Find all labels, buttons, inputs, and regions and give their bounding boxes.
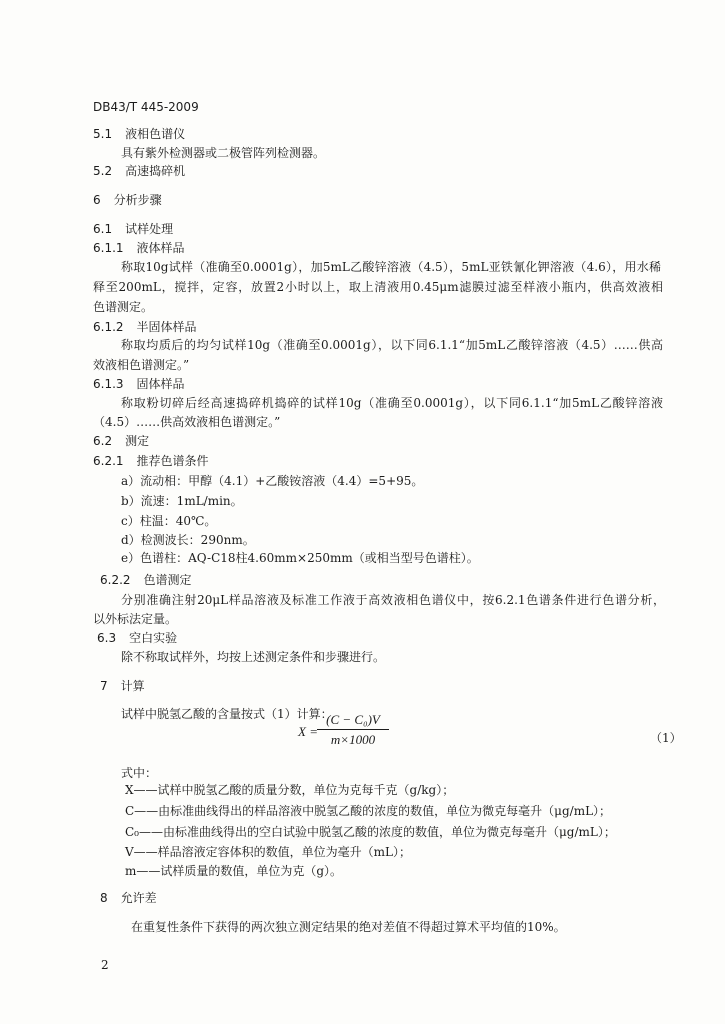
text-line: 以外标法定量。 xyxy=(93,612,178,626)
section-number: 6.1.1 xyxy=(93,241,124,255)
section-heading xyxy=(93,127,185,141)
formula-numerator: (C − C₀)V xyxy=(326,712,380,727)
text-line: 分别准确注射20μL样品溶液及标准工作液于高效液相色谱仪中，按6.2.1色谱条件进行色谱分析， xyxy=(121,593,665,607)
section-number: 6.3 xyxy=(97,631,117,645)
text-line: 式中： xyxy=(121,766,158,780)
text-line: b）流速：1mL/min。 xyxy=(121,494,243,508)
section-title: 计算 xyxy=(120,679,145,693)
section-heading xyxy=(100,573,192,587)
section-title: 试样处理 xyxy=(125,222,174,236)
section-title: 液相色谱仪 xyxy=(125,127,186,141)
text-line: 释至200mL，搅拌，定容，放置2小时以上，取上清液用0.45μm滤膜过滤至样液小瓶内，供高效液相 xyxy=(93,280,663,294)
text-line: （4.5）……供高效液相色谱测定。” xyxy=(93,415,281,429)
section-number: 5.1 xyxy=(93,127,113,141)
section-heading xyxy=(100,679,145,693)
equation-number: （1） xyxy=(650,731,682,745)
section-title: 高速捣碎机 xyxy=(125,164,186,178)
section-heading xyxy=(93,377,185,391)
section-title: 允许差 xyxy=(120,891,157,905)
section-number: 6.2 xyxy=(93,434,113,448)
section-heading xyxy=(97,631,177,645)
section-title: 固体样品 xyxy=(136,377,185,391)
section-number: 6.1.3 xyxy=(93,377,124,391)
section-number: 7 xyxy=(100,679,108,693)
text-line: m——试样质量的数值，单位为克（g）。 xyxy=(125,864,343,878)
section-heading xyxy=(93,164,185,178)
section-heading xyxy=(93,454,209,468)
section-heading xyxy=(100,891,157,905)
text-line: d）检测波长：290nm。 xyxy=(121,533,255,547)
section-title: 半固体样品 xyxy=(136,320,197,334)
section-title: 空白实验 xyxy=(129,631,178,645)
section-heading xyxy=(93,241,185,255)
section-heading xyxy=(93,193,162,207)
text-line: 称取10g试样（准确至0.0001g），加5mL乙酸锌溶液（4.5），5mL亚铁氰化钾溶液（4.6），用水稀 xyxy=(121,260,661,274)
formula-lhs: X = xyxy=(298,724,318,739)
text-line: V——样品溶液定容体积的数值，单位为毫升（mL）； xyxy=(125,845,412,859)
text-line: 试样中脱氢乙酸的含量按式（1）计算： xyxy=(121,707,333,721)
section-heading xyxy=(93,320,197,334)
section-title: 推荐色谱条件 xyxy=(136,454,209,468)
section-number: 6.1 xyxy=(93,222,113,236)
section-title: 测定 xyxy=(125,434,150,448)
section-heading xyxy=(93,222,173,236)
text-line: 色谱测定。 xyxy=(93,300,154,314)
text-line: a）流动相：甲醇（4.1）+乙酸铵溶液（4.4）=5+95。 xyxy=(121,474,424,488)
fraction-bar xyxy=(317,729,389,730)
text-line: c）柱温：40℃。 xyxy=(121,514,217,528)
section-title: 分析步骤 xyxy=(113,193,162,207)
section-heading xyxy=(93,434,149,448)
section-number: 8 xyxy=(100,891,108,905)
text-line: 具有紫外检测器或二极管阵列检测器。 xyxy=(121,146,326,160)
section-number: 6.2.2 xyxy=(100,573,131,587)
text-line: e）色谱柱：AQ-C18柱4.60mm×250mm（或相当型号色谱柱）。 xyxy=(121,551,479,565)
page-number: 2 xyxy=(101,958,109,972)
text-line: C₀——由标准曲线得出的空白试验中脱氢乙酸的浓度的数值，单位为微克每毫升（μg/mL）； xyxy=(125,825,616,839)
text-line: 除不称取试样外，均按上述测定条件和步骤进行。 xyxy=(121,650,386,664)
text-line: C——由标准曲线得出的样品溶液中脱氢乙酸的浓度的数值，单位为微克每毫升（μg/mL）； xyxy=(125,804,612,818)
text-line: X——试样中脱氢乙酸的质量分数，单位为克每千克（g/kg）； xyxy=(125,783,455,797)
doc-code-header: DB43/T 445-2009 xyxy=(93,100,199,114)
section-title: 液体样品 xyxy=(136,241,185,255)
text-line: 称取粉切碎后经高速捣碎机捣碎的试样10g（准确至0.0001g），以下同6.1.1“加5mL乙酸锌溶液 xyxy=(121,396,663,410)
formula-denominator: m×1000 xyxy=(330,732,376,747)
section-number: 5.2 xyxy=(93,164,113,178)
section-number: 6.2.1 xyxy=(93,454,124,468)
text-line: 在重复性条件下获得的两次独立测定结果的绝对差值不得超过算术平均值的10%。 xyxy=(131,920,566,934)
text-line: 称取均质后的均匀试样10g（准确至0.0001g），以下同6.1.1“加5mL乙酸锌溶液（4.5）……供高 xyxy=(121,338,663,352)
section-number: 6.1.2 xyxy=(93,320,124,334)
section-number: 6 xyxy=(93,193,101,207)
section-title: 色谱测定 xyxy=(143,573,192,587)
text-line: 效液相色谱测定。” xyxy=(93,358,190,372)
formula-fraction xyxy=(317,712,389,748)
